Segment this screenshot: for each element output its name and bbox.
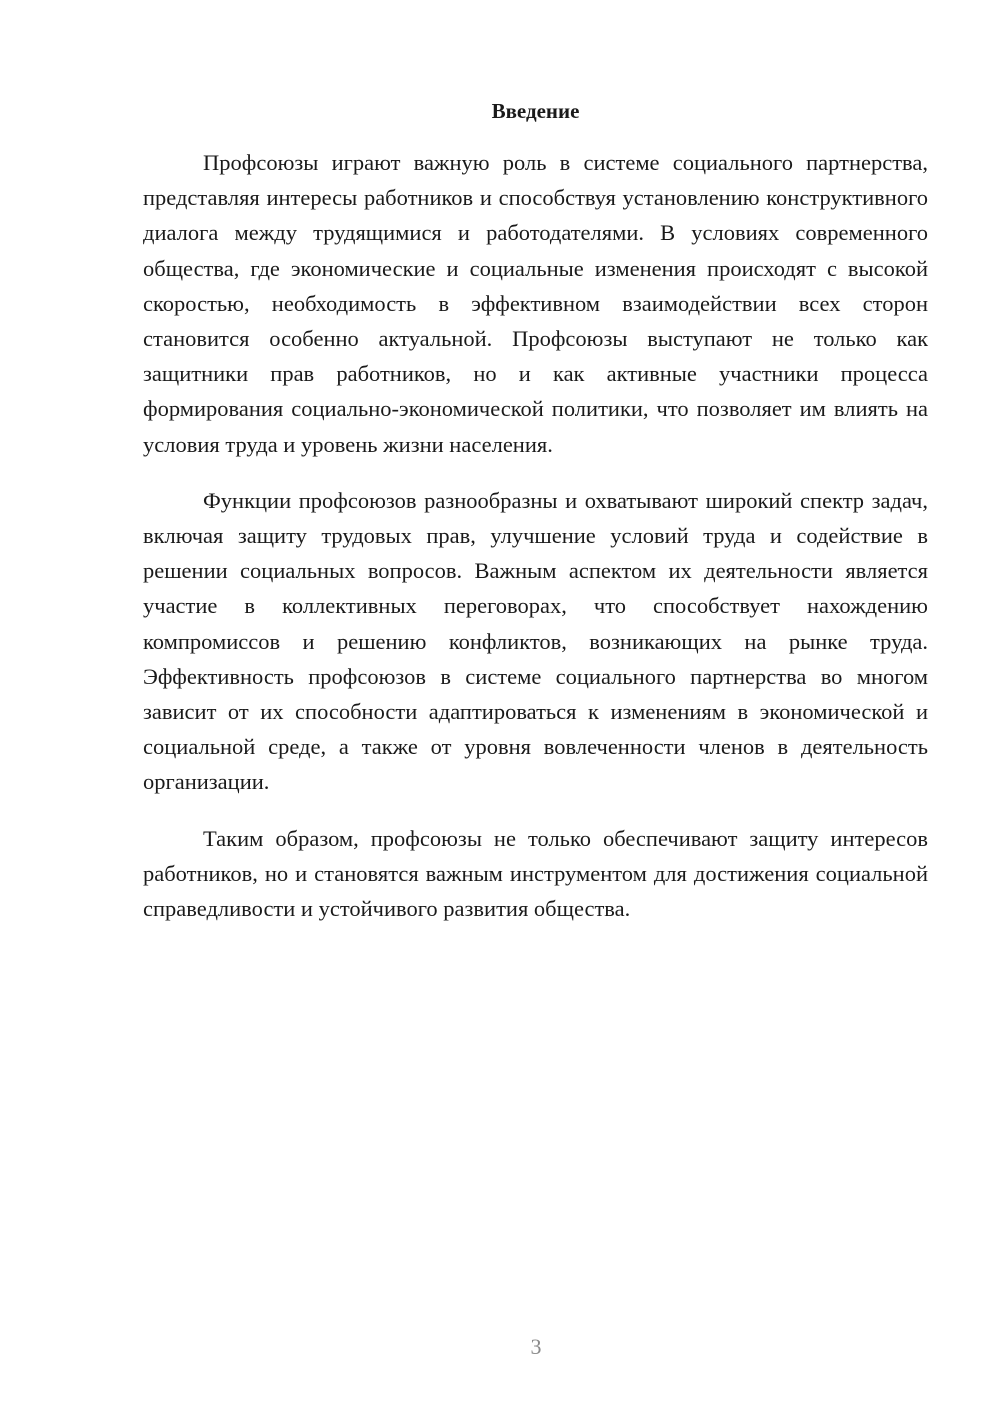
page-number: 3 [530,1334,542,1359]
section-heading: Введение [491,99,580,123]
paragraph-2: Функции профсоюзов разнообразны и охватывают широкий спектр задач, включая защиту трудовых прав, улучшение условий труда и содействие в решении социальных вопросов. Важным аспектом их деятельности является участие в коллективных переговорах, что способствует нахождению компромиссов и решению конфликтов, возникающих на рынке труда. Эффективность профсоюзов в системе социального партнерства во многом зависит от их способности адаптироваться к изменениям в экономической и социальной среде, а также от уровня вовлеченности членов в деятельность организации. [143,487,928,795]
paragraph-1: Профсоюзы играют важную роль в системе социального партнерства, представляя интересы работников и способствуя установлению конструктивного диалога между трудящимися и работодателями. В условиях современного общества, где экономические и социальные изменения происходят с высокой скоростью, необходимость в эффективном взаимодействии всех сторон становится особенно актуальной. Профсоюзы выступают не только как защитники прав работников, но и как активные участники процесса формирования социально-экономической политики, что позволяет им влиять на условия труда и уровень жизни населения. [143,150,928,457]
page-content [143,95,928,947]
paragraph-3: Таким образом, профсоюзы не только обеспечивают защиту интересов работников, но и становятся важным инструментом для достижения социальной справедливости и устойчивого развития общества. [143,825,928,922]
